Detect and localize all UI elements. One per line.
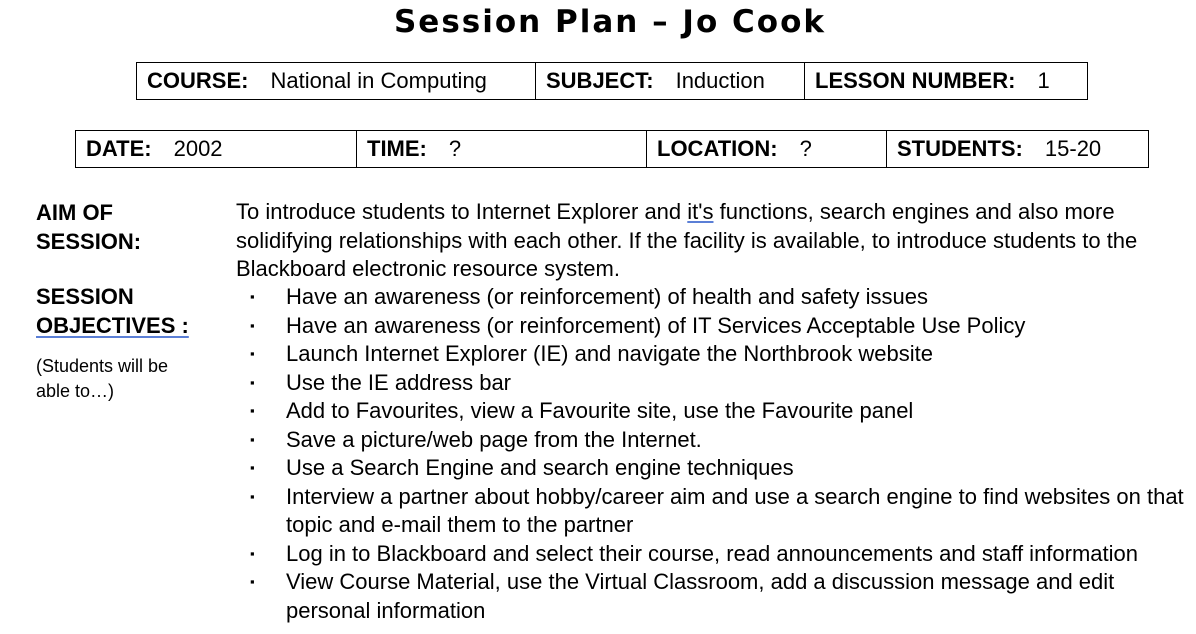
date-value: 2002 (173, 136, 223, 161)
bullet-icon: ▪ (250, 289, 255, 304)
bullet-icon: ▪ (250, 460, 255, 475)
bullet-icon: ▪ (250, 574, 255, 589)
aim-text-start: To introduce students to Internet Explorer and (236, 199, 688, 224)
time-label: TIME: (367, 136, 427, 161)
list-item: ▪ Have an awareness (or reinforcement) of IT Services Acceptable Use Policy (236, 312, 1186, 341)
bullet-icon: ▪ (250, 317, 255, 333)
bullet-icon: ▪ (250, 374, 255, 390)
list-item: ▪ Log in to Blackboard and select their course, read announcements and staff information (236, 540, 1186, 569)
lesson-number-cell (805, 63, 1088, 100)
aim-label: AIM OF SESSION: (36, 200, 142, 254)
bullet-icon: ▪ (250, 431, 255, 447)
objectives-label (36, 282, 226, 340)
list-item: ▪ Launch Internet Explorer (IE) and navigate the Northbrook website (236, 340, 1186, 369)
objectives-note: (Students will be able to…) (36, 356, 169, 401)
bullet-icon: ▪ (250, 488, 255, 504)
list-item: ▪ Interview a partner about hobby/career aim and use a search engine to find websites on that topic and e-mail them to the partner (250, 483, 1184, 537)
course-cell (137, 63, 536, 100)
objectives-label-line2: OBJECTIVES : (36, 313, 189, 338)
list-item: ▪ Add to Favourites, view a Favourite site, use the Favourite panel (236, 397, 1186, 426)
aim-text (236, 198, 1166, 284)
list-item: ▪ Use the IE address bar (236, 369, 1186, 398)
lesson-number-label: LESSON NUMBER: (815, 68, 1016, 93)
time-cell (357, 131, 647, 168)
course-value: National in Computing (270, 68, 487, 93)
course-info-table (136, 62, 1088, 100)
aim-text-flagged-word: it's (687, 199, 714, 224)
students-cell (887, 131, 1149, 168)
location-label: LOCATION: (657, 136, 778, 161)
bullet-icon: ▪ (250, 403, 255, 418)
objectives-list (236, 283, 1186, 625)
bullet-icon: ▪ (250, 346, 255, 361)
aim-text-end: functions, search engines and also more solidifying relationships with each other. If the facility is available, to introduce students to the Blackboard electronic resource system. (236, 199, 1138, 281)
page-title: Session Plan – Jo Cook (393, 4, 827, 40)
schedule-info-table (75, 130, 1149, 168)
date-label: DATE: (86, 136, 152, 161)
objectives-label-line1: SESSION (36, 284, 134, 309)
list-item: ▪ Use a Search Engine and search engine techniques (236, 454, 1186, 483)
lesson-number-value: 1 (1037, 68, 1050, 93)
subject-cell (536, 63, 805, 100)
date-cell (76, 131, 357, 168)
list-item: ▪ View Course Material, use the Virtual Classroom, add a discussion message and edit personal information (250, 569, 1115, 623)
subject-value: Induction (675, 68, 765, 93)
list-item: ▪ Save a picture/web page from the Internet. (236, 426, 1186, 455)
students-label: STUDENTS: (897, 136, 1023, 161)
location-cell (647, 131, 887, 168)
subject-label: SUBJECT: (546, 68, 654, 93)
bullet-icon: ▪ (250, 545, 255, 561)
list-item: ▪ Have an awareness (or reinforcement) of health and safety issues (236, 283, 1186, 312)
course-label: COURSE: (147, 68, 249, 93)
time-value: ? (448, 136, 462, 161)
students-value: 15-20 (1044, 136, 1102, 161)
location-value: ? (799, 136, 812, 161)
